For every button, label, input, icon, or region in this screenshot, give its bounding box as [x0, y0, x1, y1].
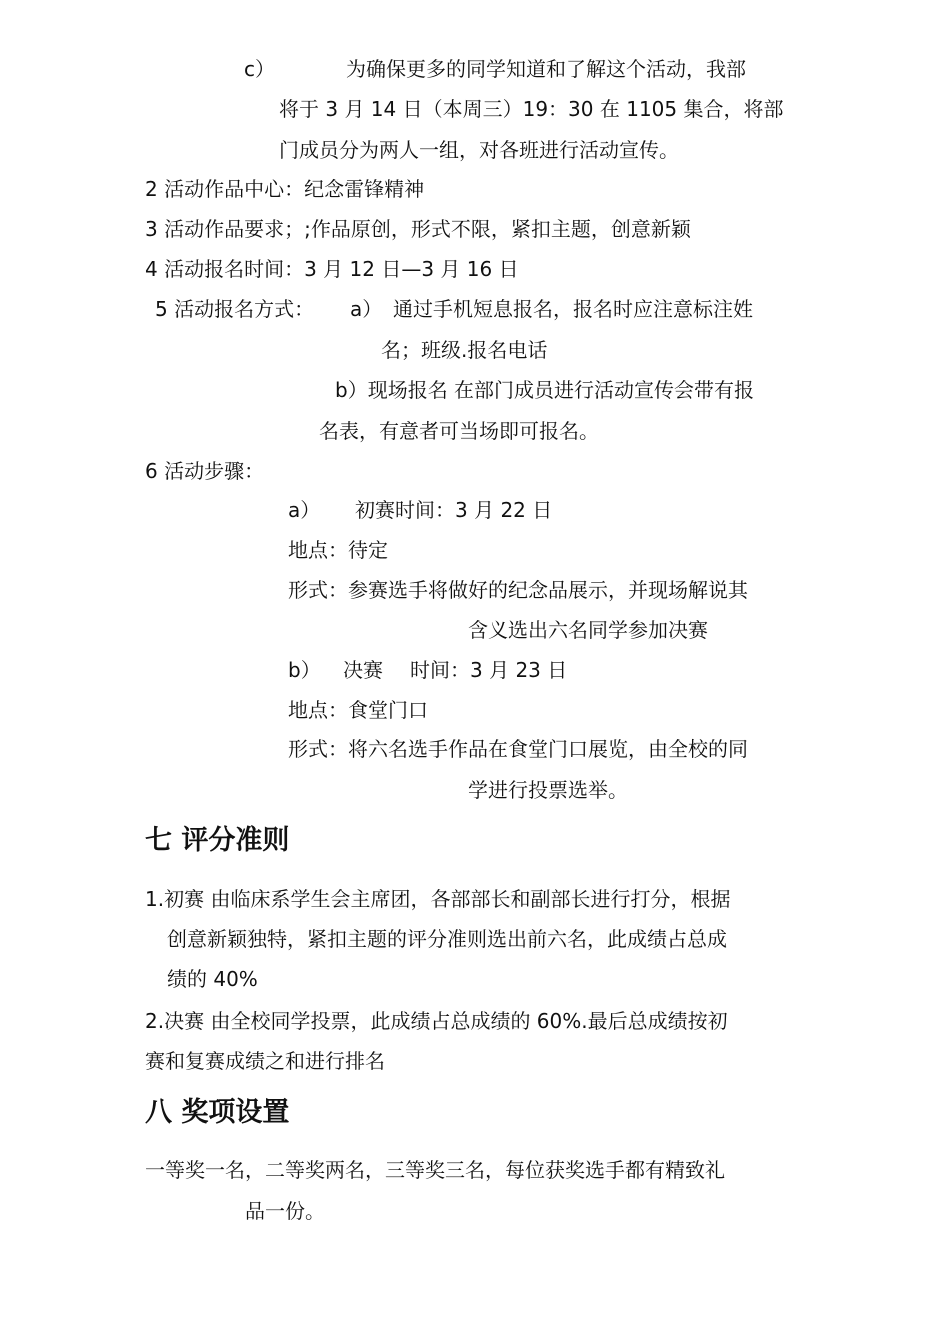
- step-a-marker: a）: [288, 498, 321, 522]
- step-b-title: 决赛: [343, 658, 383, 682]
- item-5a-marker: a）: [350, 297, 383, 321]
- step-a-place: 地点：待定: [288, 538, 388, 562]
- item-4-signup-time: 4 活动报名时间：3 月 12 日—3 月 16 日: [145, 257, 519, 281]
- item-c-line-2: 将于 3 月 14 日（本周三）19：30 在 1105 集合，将部: [279, 97, 784, 121]
- step-b-form-line-2: 学进行投票选举。: [468, 778, 628, 802]
- item-5b-line-1: b）现场报名 在部门成员进行活动宣传会带有报: [335, 378, 755, 402]
- step-a-time: 初赛时间：3 月 22 日: [355, 498, 553, 522]
- step-a-form-line-2: 含义选出六名同学参加决赛: [468, 618, 708, 642]
- item-5b-line-2: 名表，有意者可当场即可报名。: [319, 419, 599, 443]
- scoring-1-line-3: 绩的 40%: [167, 967, 258, 991]
- step-b-marker: b）: [288, 658, 321, 682]
- item-5a-line-2: 名；班级.报名电话: [381, 338, 548, 362]
- item-c-marker: c）: [244, 57, 275, 81]
- scoring-2-line-1: 2.决赛 由全校同学投票，此成绩占总成绩的 60%.最后总成绩按初: [145, 1009, 728, 1033]
- awards-line-2: 品一份。: [245, 1199, 325, 1223]
- section-7-heading: 七 评分准则: [145, 825, 290, 856]
- scoring-2-line-2: 赛和复赛成绩之和进行排名: [145, 1049, 385, 1073]
- item-c-line-1: 为确保更多的同学知道和了解这个活动，我部: [346, 57, 746, 81]
- scoring-1-line-1: 1.初赛 由临床系学生会主席团，各部部长和副部长进行打分，根据: [145, 887, 731, 911]
- step-b-place: 地点：食堂门口: [288, 698, 428, 722]
- item-5a-line-1: 通过手机短息报名，报名时应注意标注姓: [393, 297, 753, 321]
- item-6-label: 6 活动步骤：: [145, 459, 265, 483]
- section-8-heading: 八 奖项设置: [145, 1097, 290, 1128]
- item-5-label: 5 活动报名方式：: [155, 297, 315, 321]
- item-3-requirements: 3 活动作品要求；;作品原创，形式不限，紧扣主题，创意新颖: [145, 217, 691, 241]
- awards-line-1: 一等奖一名，二等奖两名，三等奖三名，每位获奖选手都有精致礼: [145, 1158, 725, 1182]
- scoring-1-line-2: 创意新颖独特，紧扣主题的评分准则选出前六名，此成绩占总成: [167, 927, 727, 951]
- step-a-form-line-1: 形式：参赛选手将做好的纪念品展示，并现场解说其: [288, 578, 748, 602]
- step-b-time: 时间：3 月 23 日: [410, 658, 568, 682]
- item-c-line-3: 门成员分为两人一组，对各班进行活动宣传。: [279, 138, 679, 162]
- step-b-form-line-1: 形式：将六名选手作品在食堂门口展览，由全校的同: [288, 737, 748, 761]
- item-2-theme: 2 活动作品中心：纪念雷锋精神: [145, 177, 425, 201]
